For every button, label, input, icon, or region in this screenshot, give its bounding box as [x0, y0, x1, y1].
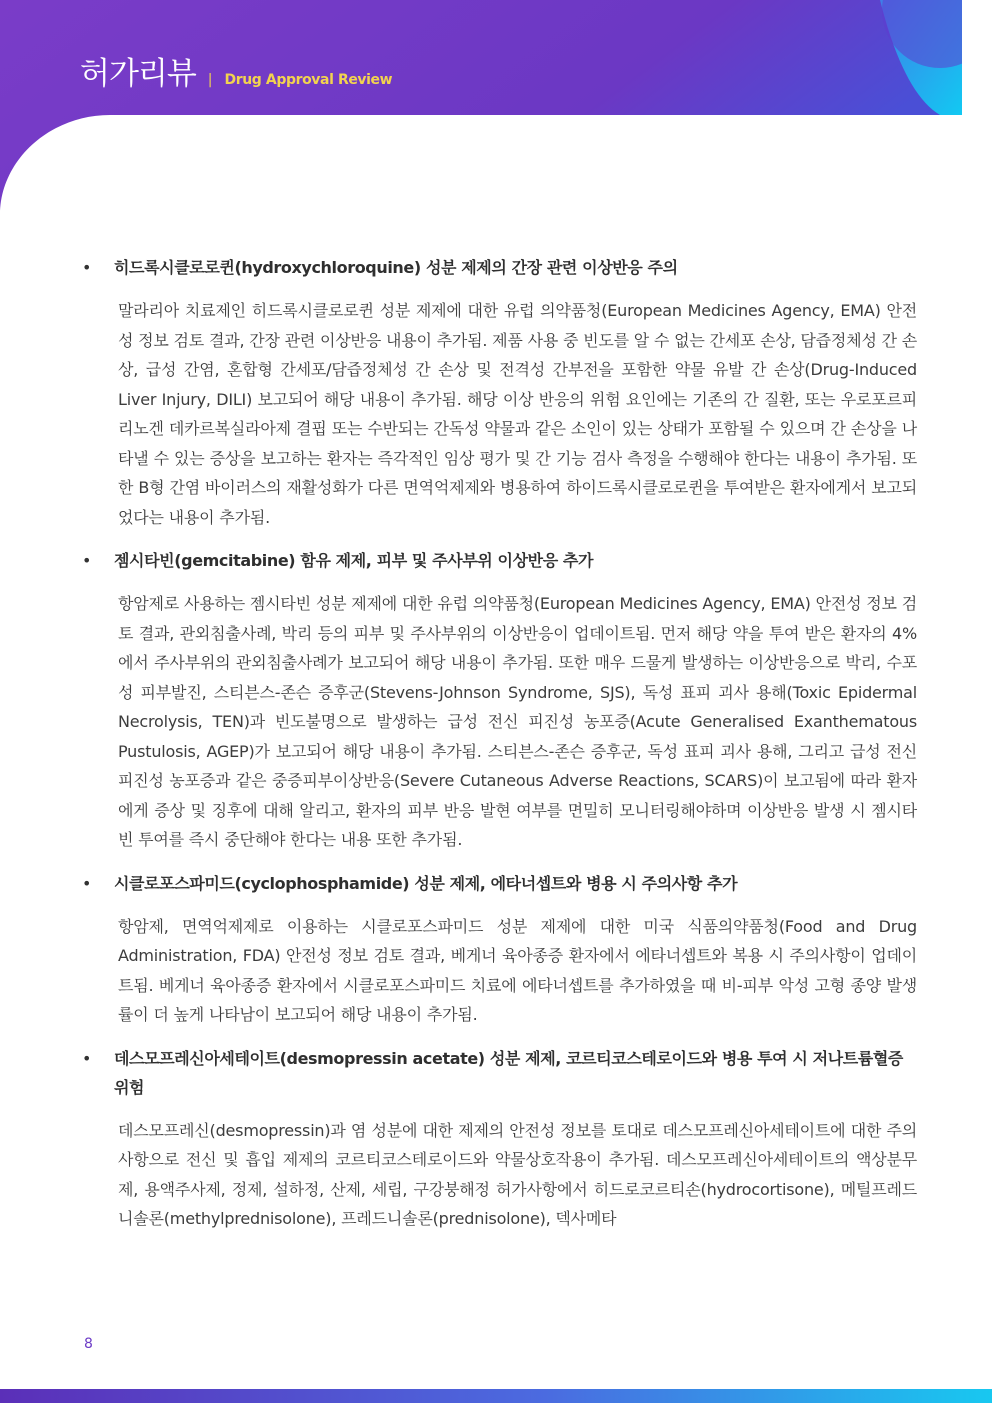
item-heading	[82, 546, 917, 575]
item-title: 히드록시클로로퀸(hydroxychloroquine) 성분 제제의 간장 관련 이상반응 주의	[114, 258, 678, 277]
item-heading	[82, 1044, 917, 1102]
item-body: 항암제, 면역억제제로 이용하는 시클로포스파미드 성분 제제에 대한 미국 식품의약품청(Food and Drug Administration, FDA) 안전성 정보 검토 결과, 베게너 육아종증 환자에서 에타너셉트와 복용 시 주의사항이 업데이트됨. 베게너 육아종증 환자에서 시클로포스파미드 치료에 에타너셉트를 추가하였을 때 비-피부 악성 고형 종양 발생률이 더 높게 나타남이 보고되어 해당 내용이 추가됨.	[118, 916, 917, 1024]
item-body: 항암제로 사용하는 젬시타빈 성분 제제에 대한 유럽 의약품청(European Medicines Agency, EMA) 안전성 정보 검토 결과, 관외침출사례, 박리 등의 피부 및 주사부위의 이상반응이 업데이트됨. 먼저 해당 약을 투여 받은 환자의 4%에서 주사부위의 관외침출사례가 보고되어 해당 내용이 추가됨. 또한 매우 드물게 발생하는 이상반응으로 박리, 수포성 피부발진, 스티븐스-존슨 증후군(Stevens-Johnson Syndrome, SJS), 독성 표피 괴사 용해(Toxic Epidermal Necrolysis, TEN)과 빈도불명으로 발생하는 급성 전신 피진성 농포증(Acute Generalised Exanthematous Pustulosis, AGEP)가 보고되어 해당 내용이 추가됨. 스티븐스-존슨 증후군, 독성 표피 괴사 용해, 그리고 급성 전신 피진성 농포증과 같은 중증피부이상반응(Severe Cutaneous Adverse Reactions, SCARS)이 보고됨에 따라 환자에게 증상 및 징후에 대해 알리고, 환자의 피부 반응 발현 여부를 면밀히 모니터링해야하며 이상반응 발생 시 젬시타빈 투여를 즉시 중단해야 한다는 내용 또한 추가됨.	[118, 594, 917, 849]
item-title: 시클로포스파미드(cyclophosphamide) 성분 제제, 에타너셉트와 병용 시 주의사항 추가	[114, 873, 738, 893]
bullet-icon: •	[82, 258, 92, 277]
list-item	[82, 869, 917, 1030]
item-title: 젬시타빈(gemcitabine) 함유 제제, 피부 및 주사부위 이상반응 추가	[114, 551, 594, 570]
item-title: 데스모프레신아세테이트(desmopressin acetate) 성분 제제, 코르티코스테로이드와 병용 투여 시 저나트륨혈증 위험	[114, 1048, 903, 1097]
page-number: 8	[84, 1336, 93, 1352]
list-item	[82, 253, 917, 532]
footer-bar	[0, 1389, 992, 1403]
header-separator: |	[207, 72, 213, 88]
main-content	[82, 253, 917, 1248]
header-banner	[0, 0, 962, 215]
header-title-english: Drug Approval Review	[224, 72, 393, 88]
item-body: 데스모프레신(desmopressin)과 염 성분에 대한 제제의 안전성 정보를 토대로 데스모프레신아세테이트에 대한 주의사항으로 전신 및 흡입 제제의 코르티코스테로이드와 약물상호작용이 추가됨. 데스모프레신아세테이트의 액상분무제, 용액주사제, 정제, 설하정, 산제, 세립, 구강붕해정 허가사항에서 히드로코르티손(hydrocortisone), 메틸프레드니솔론(methylprednisolone), 프레드니솔론(prednisolone), 덱사메타	[118, 1120, 917, 1228]
item-body: 말라리아 치료제인 히드록시클로로퀸 성분 제제에 대한 유럽 의약품청(European Medicines Agency, EMA) 안전성 정보 검토 결과, 간장 관련 이상반응 내용이 추가됨. 제품 사용 중 빈도를 알 수 없는 간세포 손상, 담즙정체성 간 손상, 급성 간염, 혼합형 간세포/담즙정체성 간 손상 및 전격성 간부전을 포함한 약물 유발 간 손상(Drug-Induced Liver Injury, DILI) 보고되어 해당 내용이 추가됨. 해당 이상 반응의 위험 요인에는 기존의 간 질환, 또는 우로포르피리노겐 데카르복실라아제 결핍 또는 수반되는 간독성 약물과 같은 소인이 있는 상태가 포함될 수 있으며 간 손상을 나타낼 수 있는 증상을 보고하는 환자는 즉각적인 임상 평가 및 간 기능 검사 측정을 수행해야 한다는 내용이 추가됨. 또한 B형 간염 바이러스의 재활성화가 다른 면역억제제와 병용하여 하이드록시클로로퀸을 투여받은 환자에게서 보고되었다는 내용이 추가됨.	[118, 301, 917, 527]
item-heading	[82, 253, 917, 282]
header-title	[80, 48, 392, 93]
bullet-icon: •	[82, 1048, 92, 1068]
item-heading	[82, 869, 917, 898]
list-item	[82, 1044, 917, 1234]
bullet-icon: •	[82, 873, 92, 893]
header-title-korean: 허가리뷰	[80, 56, 196, 92]
bullet-icon: •	[82, 551, 92, 570]
list-item	[82, 546, 917, 855]
